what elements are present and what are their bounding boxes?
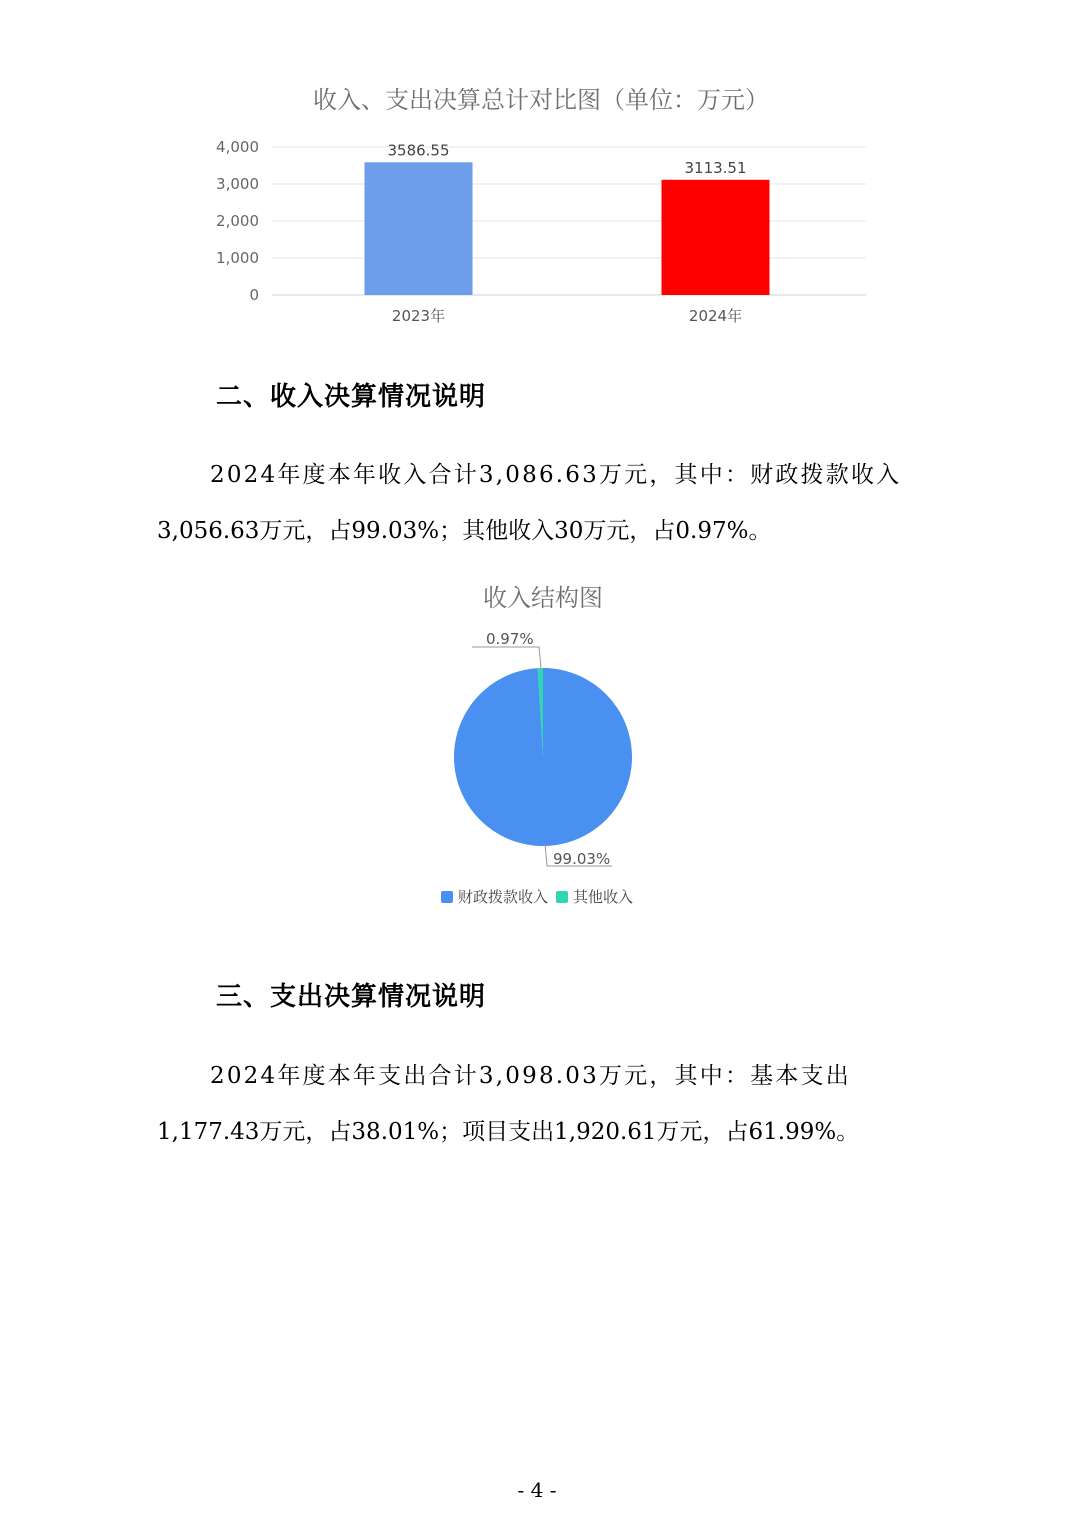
income-paragraph-line1: 2024年度本年收入合计3,086.63万元，其中：财政拨款收入: [210, 462, 902, 488]
income-paragraph-line2: 3,056.63万元，占99.03%；其他收入30万元，占0.97%。: [157, 518, 772, 544]
bar-chart-title: 收入、支出决算总计对比图（单位：万元）: [313, 86, 769, 114]
section-heading-income: 二、收入决算情况说明: [216, 382, 487, 412]
pie-label-fiscal: 99.03%: [553, 850, 611, 868]
legend-swatch-fiscal: [441, 891, 453, 903]
legend-swatch-other: [556, 891, 568, 903]
x-tick-label: 2024年: [688, 307, 743, 325]
y-tick-label: 4,000: [216, 138, 259, 156]
y-tick-label: 0: [249, 286, 259, 304]
pie-legend: [0, 886, 1074, 907]
legend-item-fiscal[interactable]: [441, 886, 548, 907]
bar-data-label: 3586.55: [387, 141, 450, 160]
section-heading-expenditure: 三、支出决算情况说明: [216, 982, 487, 1012]
y-tick-label: 2,000: [216, 212, 259, 230]
legend-label-fiscal: 财政拨款收入: [457, 888, 548, 906]
page-number: - 4 -: [517, 1478, 557, 1502]
legend-item-other[interactable]: [556, 886, 633, 907]
x-tick-label: 2023年: [391, 307, 446, 325]
leader-line-other: [472, 647, 541, 668]
expenditure-paragraph: [157, 1048, 947, 1160]
expenditure-paragraph-line2: 1,177.43万元，占38.01%；项目支出1,920.61万元，占61.99%。: [157, 1119, 860, 1145]
legend-label-other: 其他收入: [573, 888, 634, 906]
y-tick-label: 1,000: [216, 249, 259, 267]
y-tick-label: 3,000: [216, 175, 259, 193]
expenditure-paragraph-line1: 2024年度本年支出合计3,098.03万元，其中：基本支出: [210, 1063, 851, 1089]
pie-chart-title: 收入结构图: [483, 584, 603, 612]
pie-label-other: 0.97%: [486, 630, 534, 648]
bar-data-label: 3113.51: [684, 158, 747, 177]
